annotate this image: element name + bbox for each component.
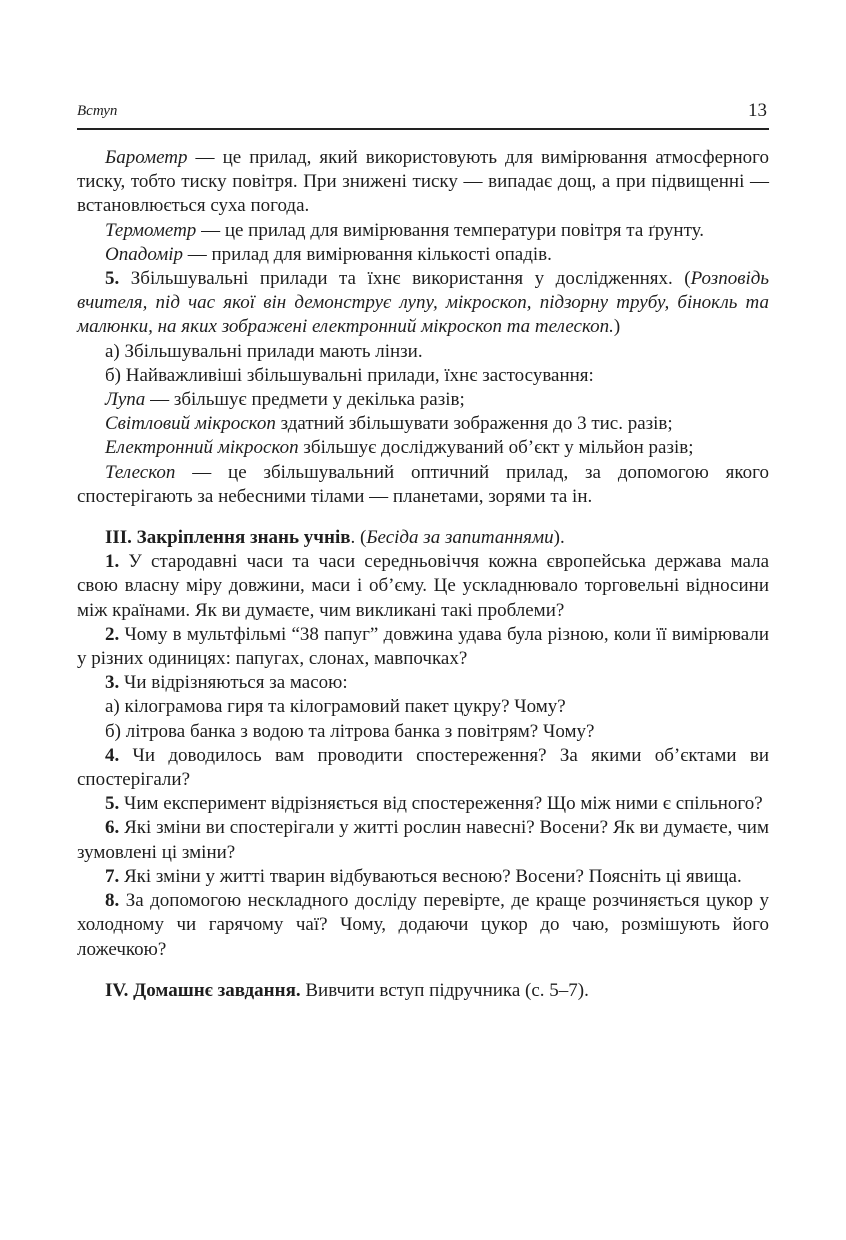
paragraph-question-4 bbox=[77, 744, 769, 792]
paragraph-precipitation-gauge bbox=[77, 243, 769, 267]
paragraph-telescope bbox=[77, 461, 769, 509]
text-run: а) Збільшувальні прилади мають лінзи. bbox=[105, 340, 423, 362]
text-run: Чи доводилось вам проводити спостереження? За якими об’єктами ви спостерігали? bbox=[77, 744, 769, 791]
italic-text: Опадомір bbox=[105, 243, 184, 265]
italic-text: Електронний мікроскоп bbox=[105, 437, 299, 459]
text-run: — це збільшувальний оптичний прилад, за допомогою якого спостерігають за небесними тілами — планетами, зорями та ін. bbox=[77, 461, 769, 507]
paragraph-electron-microscope bbox=[77, 436, 769, 460]
bold-text: 1. bbox=[105, 551, 120, 573]
paragraph-loupe bbox=[77, 388, 769, 412]
paragraph-question-3a bbox=[77, 695, 769, 719]
bold-text: 4. bbox=[105, 744, 120, 766]
bold-text: 7. bbox=[105, 865, 120, 887]
paragraph-question-6 bbox=[77, 816, 769, 864]
text-run: Які зміни ви спостерігали у житті рослин навесні? Восени? Як ви думаєте, чим зумовлені ці зміни? bbox=[77, 817, 769, 863]
text-run: Чим експеримент відрізняється від спостереження? Що між ними є спільного? bbox=[119, 793, 763, 815]
paragraph-light-microscope bbox=[77, 412, 769, 436]
paragraph-question-2 bbox=[77, 623, 769, 671]
page-number: 13 bbox=[748, 100, 767, 121]
text-run: ). bbox=[553, 527, 565, 549]
bold-text: 8. bbox=[105, 890, 120, 912]
paragraph-question-3b bbox=[77, 720, 769, 744]
text-run: Вивчити вступ підручника (с. 5–7). bbox=[300, 979, 589, 1001]
paragraph-barometer bbox=[77, 146, 769, 219]
text-run: Чому в мультфільмі “38 папуг” довжина удава була різною, коли її вимірювали у різних одиницях: папугах, слонах, мавпочках? bbox=[77, 623, 769, 670]
paragraph-question-3 bbox=[77, 671, 769, 695]
paragraph-thermometer bbox=[77, 219, 769, 243]
paragraph-question-7 bbox=[77, 865, 769, 889]
text-run: збільшує досліджуваний об’єкт у мільйон разів; bbox=[298, 437, 694, 459]
paragraph-lenses bbox=[77, 340, 769, 364]
bold-text: 5. bbox=[105, 268, 120, 290]
bold-text: IV. Домашнє завдання. bbox=[105, 979, 301, 1001]
text-run: б) Найважливіші збільшувальні прилади, їхнє застосування: bbox=[105, 364, 594, 386]
section-title: Вступ bbox=[77, 103, 118, 119]
italic-text: Бесіда за запитаннями bbox=[366, 527, 554, 549]
paragraph-question-5 bbox=[77, 792, 769, 816]
bold-text: 6. bbox=[105, 817, 120, 839]
text-run: — це прилад для вимірювання температури повітря та ґрунту. bbox=[196, 219, 705, 241]
text-run: Які зміни у житті тварин відбуваються весною? Восени? Поясніть ці явища. bbox=[119, 865, 742, 887]
paragraph-question-1 bbox=[77, 550, 769, 623]
text-run: — збільшує предмети у декілька разів; bbox=[145, 389, 465, 411]
italic-text: Лупа bbox=[105, 389, 146, 411]
italic-text: Розповідь вчителя, під час якої він демонструє лупу, мікроскоп, підзорну трубу, бінокль та малюнки, на яких зображені електронний мікроскоп та телескоп. bbox=[77, 268, 769, 338]
bold-text: 2. bbox=[105, 623, 120, 645]
text-run: — прилад для вимірювання кількості опадів. bbox=[183, 243, 552, 265]
paragraph-question-8 bbox=[77, 889, 769, 962]
paragraph-instruments bbox=[77, 364, 769, 388]
italic-text: Барометр bbox=[105, 147, 188, 168]
text-run: . ( bbox=[350, 527, 367, 549]
page-body bbox=[77, 146, 769, 1003]
header-rule bbox=[77, 128, 769, 130]
text-run: ) bbox=[613, 316, 621, 338]
text-run: б) літрова банка з водою та літрова банка з повітрям? Чому? bbox=[105, 720, 595, 742]
paragraph-section-3-heading bbox=[77, 526, 769, 550]
bold-text: 5. bbox=[105, 793, 120, 815]
text-run: здатний збільшувати зображення до 3 тис. разів; bbox=[275, 413, 673, 435]
paragraph-section-4-homework bbox=[77, 979, 769, 1003]
italic-text: Телескоп bbox=[105, 461, 176, 483]
bold-text: III. Закріплення знань учнів bbox=[105, 527, 351, 549]
paragraph-item-5-magnifiers bbox=[77, 267, 769, 340]
text-run: За допомогою нескладного досліду перевірте, де краще розчиняється цукор у холодному чи гарячому чаї? Чому, додаючи цукор до чаю, розмішують його ложечкою? bbox=[77, 890, 769, 960]
text-run: У стародавні часи та часи середньовіччя кожна європейська держава мала свою власну міру довжини, маси і об’єму. Це ускладнювало торговельні відносини між країнами. Як ви думаєте, чим викликані такі проблеми? bbox=[77, 551, 769, 621]
text-run: — це прилад, який використовують для вимірювання атмосферного тиску, тобто тиску повітря. При знижені тиску — випадає дощ, а при підвищенні — встановлюється суха погода. bbox=[77, 147, 769, 217]
bold-text: 3. bbox=[105, 672, 120, 694]
italic-text: Термометр bbox=[105, 219, 197, 241]
text-run: а) кілограмова гиря та кілограмовий пакет цукру? Чому? bbox=[105, 696, 566, 718]
running-header bbox=[77, 100, 769, 122]
italic-text: Світловий мікроскоп bbox=[105, 413, 276, 435]
text-run: Чи відрізняються за масою: bbox=[119, 672, 348, 694]
text-run: Збільшувальні прилади та їхнє використання у дослідженнях. ( bbox=[119, 268, 691, 290]
